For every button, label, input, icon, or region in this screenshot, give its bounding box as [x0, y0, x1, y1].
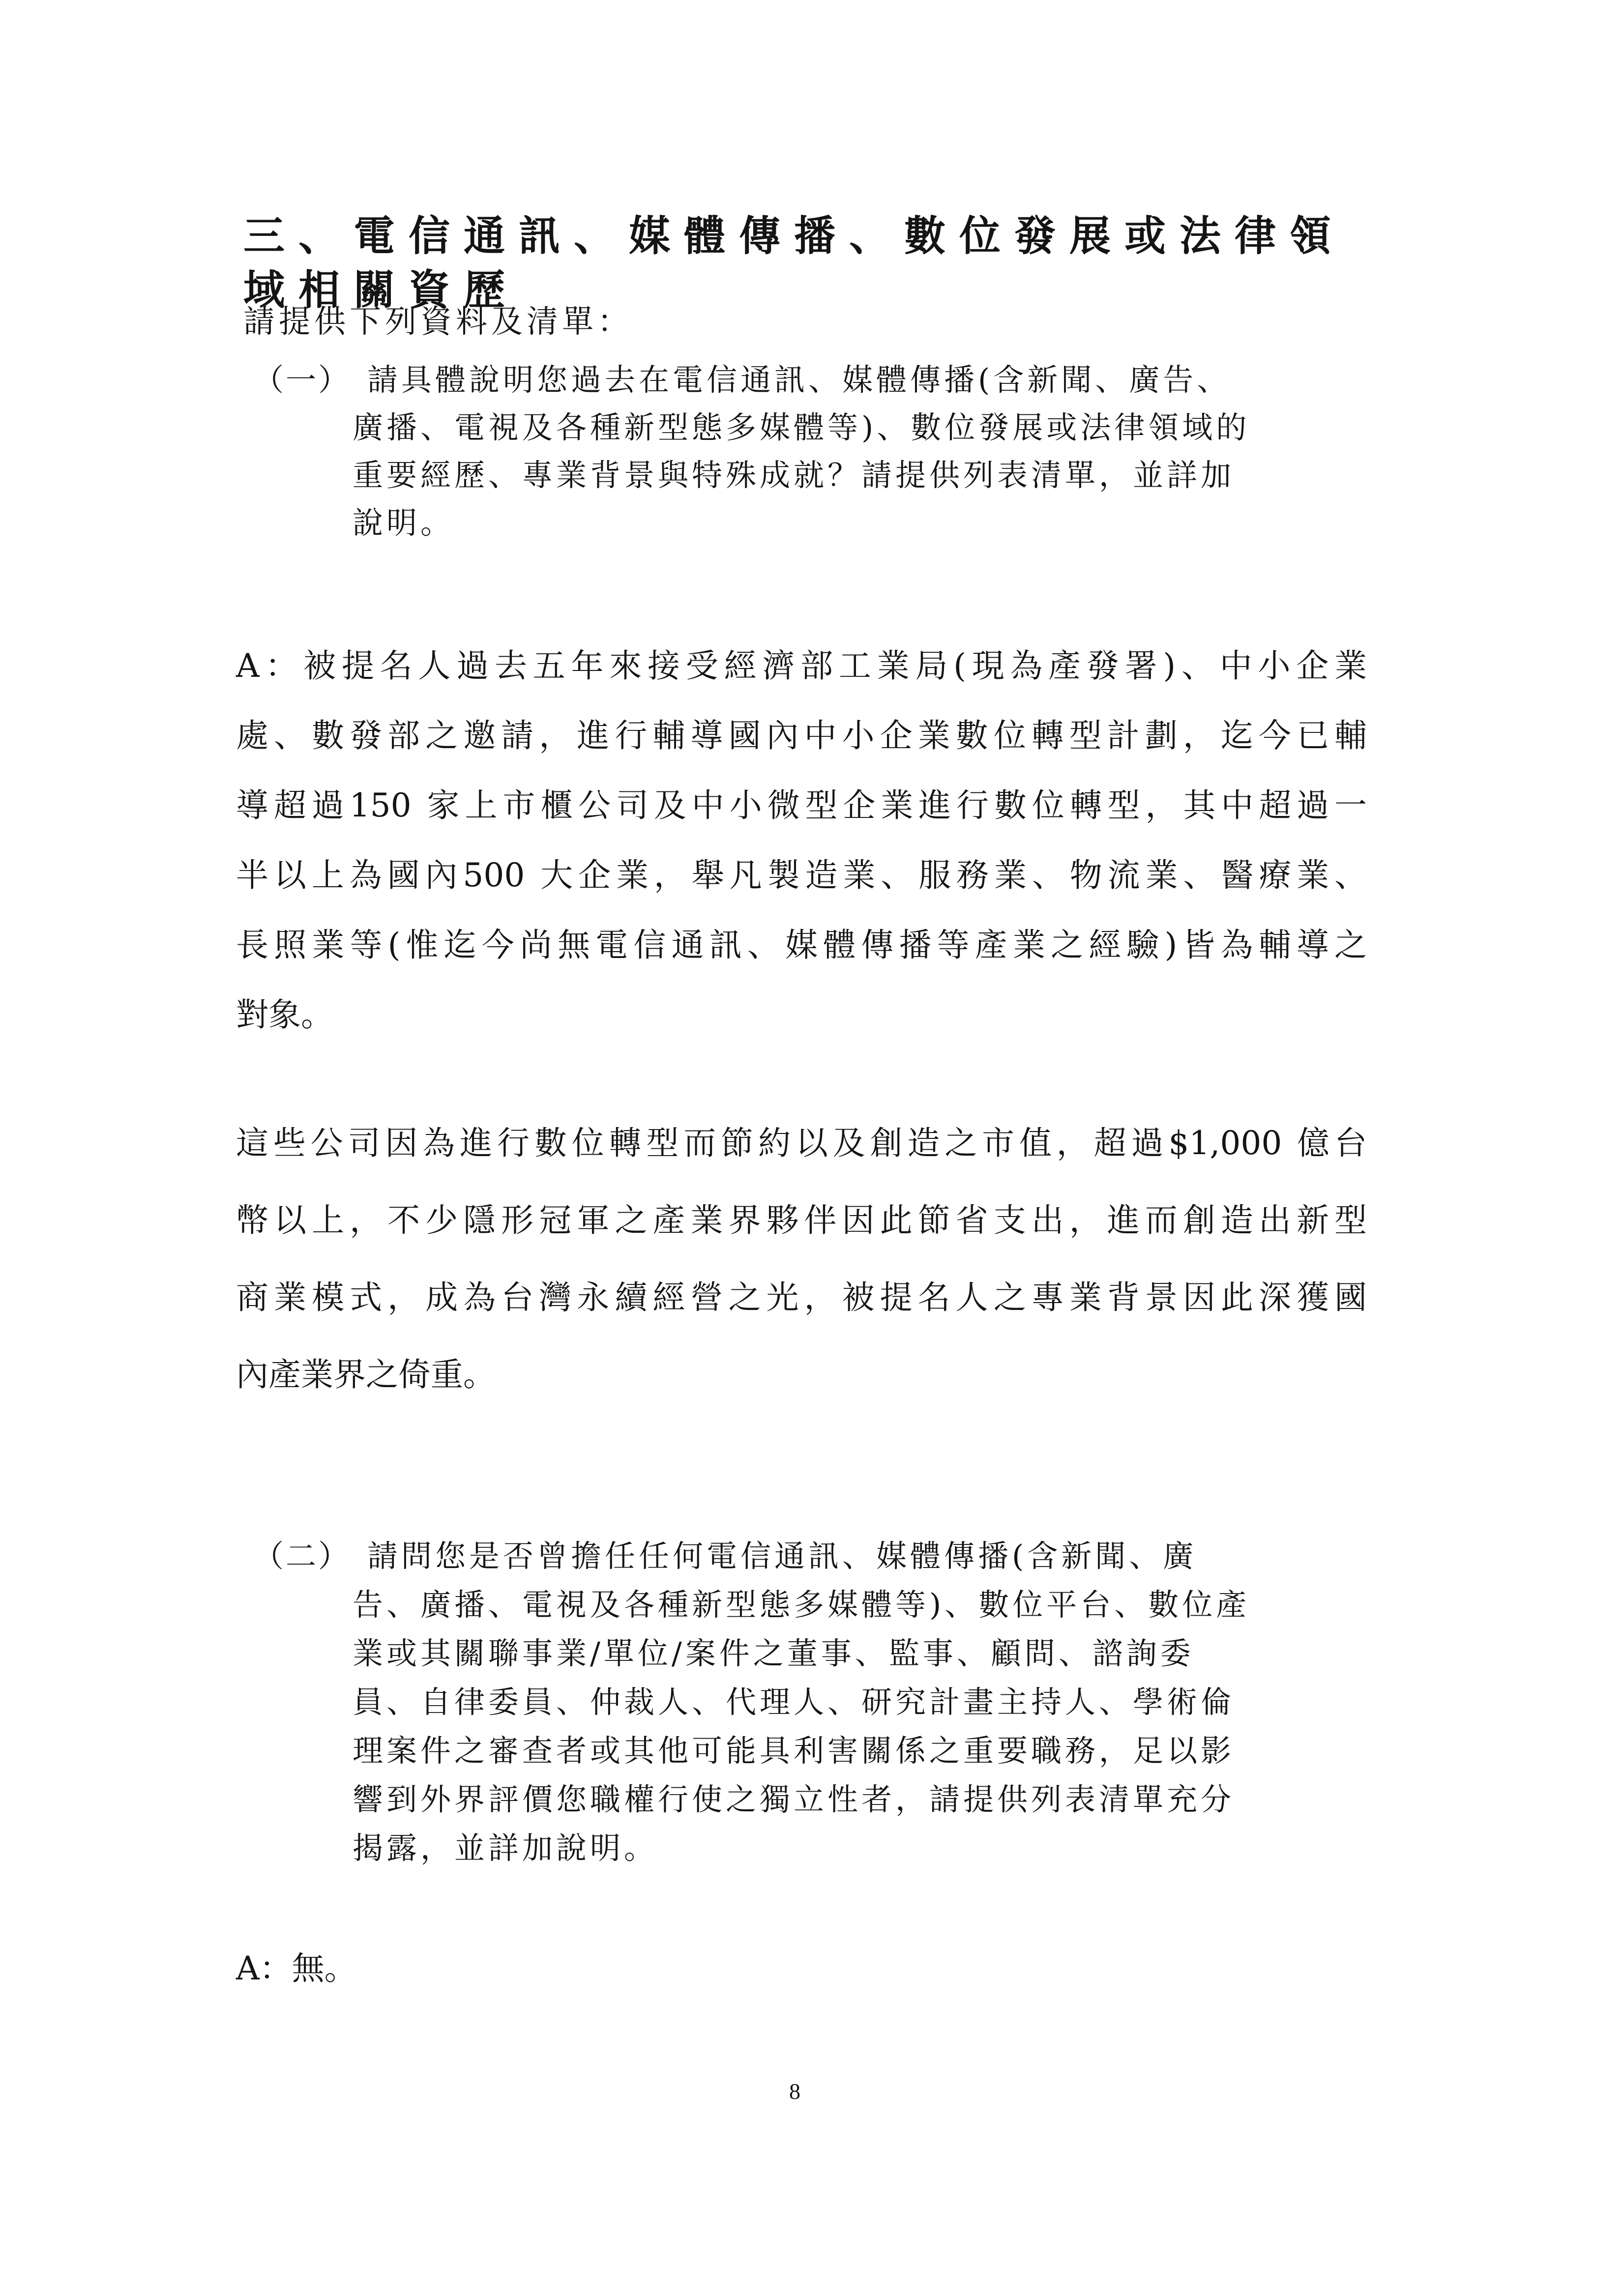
- page-number: 8: [789, 2079, 800, 2104]
- question2-line: 理案件之審查者或其他可能具利害關係之重要職務，足以影: [353, 1733, 1235, 1769]
- answer1-paragraph2: [236, 1104, 1367, 1413]
- question1-line: 廣播、電視及各種新型態多媒體等)、數位發展或法律領域的: [353, 409, 1250, 445]
- answer-line: 這些公司因為進行數位轉型而節約以及創造之市值，超過$1,000 億台: [236, 1124, 1367, 1162]
- question2-line: 告、廣播、電視及各種新型態多媒體等)、數位平台、數位產: [353, 1587, 1250, 1623]
- answer2-text: A：無。: [236, 1949, 357, 1987]
- answer-line: 內產業界之倚重。: [236, 1356, 496, 1394]
- answer1-paragraph1: [236, 631, 1367, 1050]
- answer-line: 商業模式，成為台灣永續經營之光，被提名人之專業背景因此深獲國: [236, 1279, 1367, 1316]
- answer-line: 長照業等(惟迄今尚無電信通訊、媒體傳播等產業之經驗)皆為輔導之: [236, 926, 1367, 964]
- answer-line: 導超過150 家上市櫃公司及中小微型企業進行數位轉型，其中超過一: [236, 786, 1367, 824]
- intro-text: 請提供下列資料及清單：: [243, 304, 633, 340]
- question2-line: 業或其關聯事業/單位/案件之董事、監事、顧問、諮詢委: [353, 1635, 1194, 1671]
- question1-line: 重要經歷、專業背景與特殊成就？請提供列表清單，並詳加: [353, 457, 1235, 493]
- answer-line: 處、數發部之邀請，進行輔導國內中小企業數位轉型計劃，迄今已輔: [236, 717, 1367, 755]
- question1-text: [353, 356, 1375, 547]
- answer-line: 半以上為國內500 大企業，舉凡製造業、服務業、物流業、醫療業、: [236, 856, 1367, 894]
- question2-line: 員、自律委員、仲裁人、代理人、研究計畫主持人、學術倫: [353, 1684, 1235, 1720]
- answer-line: 對象。: [236, 996, 333, 1034]
- answer-line: A：被提名人過去五年來接受經濟部工業局(現為產發署)、中小企業: [236, 647, 1367, 685]
- question1-line: 請具體說明您過去在電信通訊、媒體傳播(含新聞、廣告、: [367, 362, 1231, 398]
- question2-line: 請問您是否曾擔任任何電信通訊、媒體傳播(含新聞、廣: [367, 1538, 1197, 1574]
- question1-line: 說明。: [353, 505, 455, 541]
- question2-line: 揭露，並詳加說明。: [353, 1830, 658, 1866]
- answer-line: 幣以上，不少隱形冠軍之產業界夥伴因此節省支出，進而創造出新型: [236, 1201, 1367, 1239]
- question2-label: （二）: [253, 1538, 351, 1574]
- question2-line: 響到外界評價您職權行使之獨立性者，請提供列表清單充分: [353, 1781, 1235, 1817]
- section-title: 三、電信通訊、媒體傳播、數位發展或法律領域相關資歷: [243, 211, 1345, 314]
- question2-text: [353, 1532, 1375, 1872]
- question1-label: （一）: [253, 362, 351, 398]
